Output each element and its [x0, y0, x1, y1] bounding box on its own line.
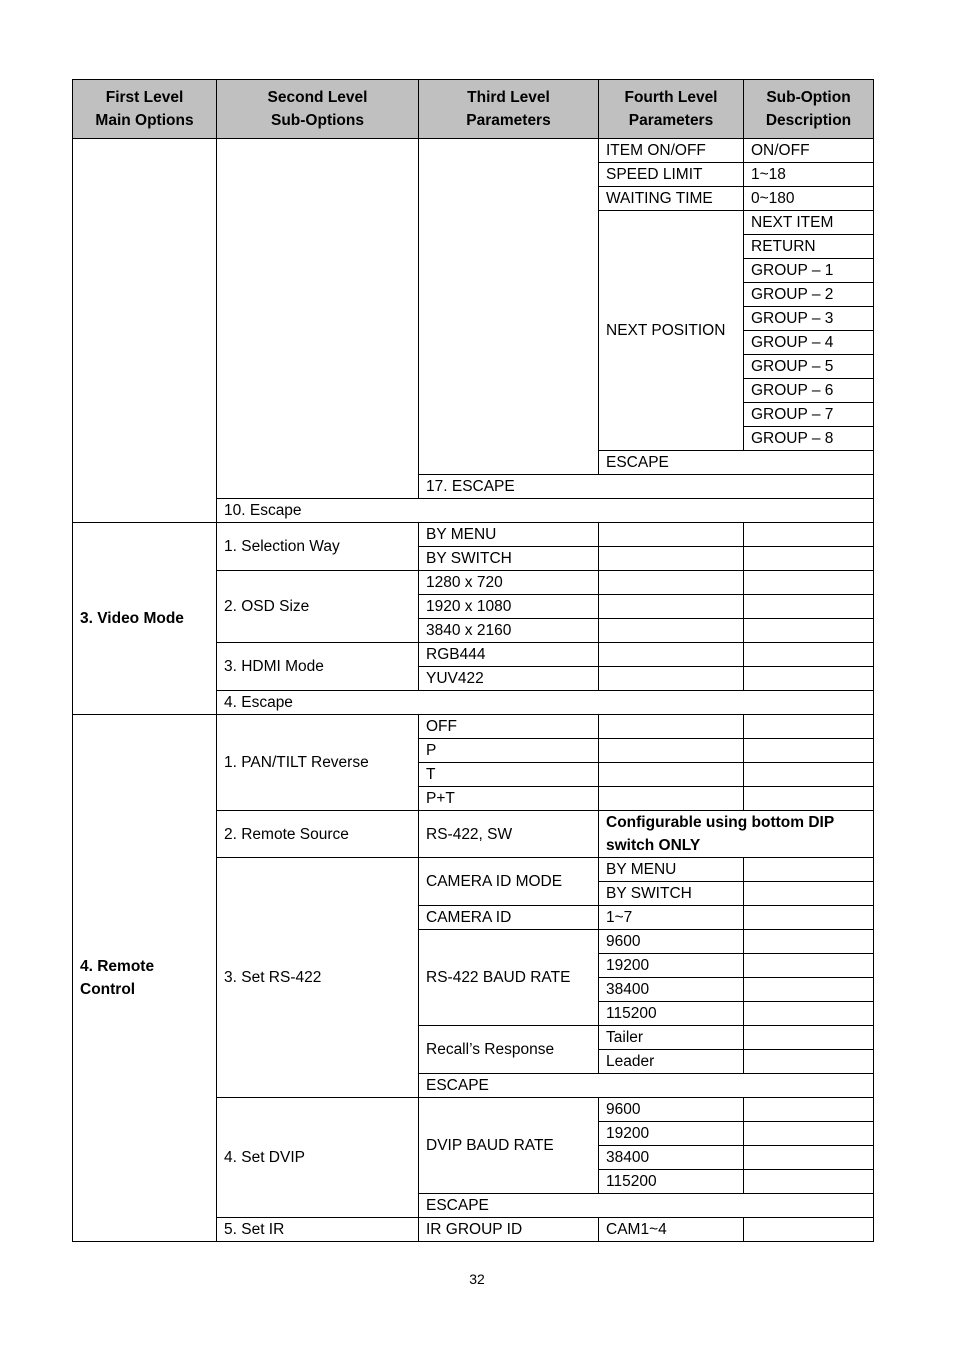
table-row [73, 139, 874, 163]
empty-cell [744, 1002, 874, 1026]
empty-cell [599, 643, 744, 667]
rs422-baud-option: 9600 [599, 930, 744, 954]
empty-cell [744, 571, 874, 595]
empty-cell [599, 739, 744, 763]
waiting-time-cell: WAITING TIME [599, 187, 744, 211]
next-position-option: GROUP – 3 [744, 307, 874, 331]
ir-group-id-cell: IR GROUP ID [419, 1218, 599, 1242]
set-ir-cell: 5. Set IR [217, 1218, 419, 1242]
pan-tilt-option: P [419, 739, 599, 763]
empty-cell [744, 1170, 874, 1194]
empty-cell [599, 571, 744, 595]
header-row [73, 80, 874, 139]
empty-cell [744, 978, 874, 1002]
empty-cell [744, 643, 874, 667]
header-first-level: First Level Main Options [73, 80, 217, 139]
header-second-level: Second Level Sub-Options [217, 80, 419, 139]
video-escape-cell: 4. Escape [217, 691, 874, 715]
empty-cell [599, 667, 744, 691]
camera-id-mode-option: BY MENU [599, 858, 744, 882]
empty-cell [744, 1122, 874, 1146]
hdmi-option: RGB444 [419, 643, 599, 667]
osd-option: 3840 x 2160 [419, 619, 599, 643]
recall-response-cell: Recall’s Response [419, 1026, 599, 1074]
osd-size-cell: 2. OSD Size [217, 571, 419, 643]
empty-cell [744, 739, 874, 763]
header-fourth-level: Fourth Level Parameters [599, 80, 744, 139]
remote-source-description: Configurable using bottom DIP switch ONLY [599, 811, 874, 858]
set-rs422-cell: 3. Set RS-422 [217, 858, 419, 1098]
empty-cell [744, 1050, 874, 1074]
recall-option: Tailer [599, 1026, 744, 1050]
empty-cell [599, 523, 744, 547]
empty-cell [599, 763, 744, 787]
empty-cell [744, 1098, 874, 1122]
menu-structure-table [72, 79, 874, 1242]
rs422-baud-option: 19200 [599, 954, 744, 978]
empty-cell [744, 1026, 874, 1050]
pan-tilt-option: P+T [419, 787, 599, 811]
rs422-baud-option: 38400 [599, 978, 744, 1002]
header-description: Sub-Option Description [744, 80, 874, 139]
empty-cell [744, 667, 874, 691]
empty-cell [599, 787, 744, 811]
table-row [73, 523, 874, 547]
selection-option: BY SWITCH [419, 547, 599, 571]
empty-cell [744, 715, 874, 739]
next-position-cell: NEXT POSITION [599, 211, 744, 451]
empty-cell [744, 547, 874, 571]
pan-tilt-reverse-cell: 1. PAN/TILT Reverse [217, 715, 419, 811]
dvip-baud-option: 38400 [599, 1146, 744, 1170]
remote-source-cell: 2. Remote Source [217, 811, 419, 858]
empty-cell [599, 715, 744, 739]
remote-control-cell: 4. Remote Control [73, 715, 217, 1242]
waiting-time-value: 0~180 [744, 187, 874, 211]
item-onoff-cell: ITEM ON/OFF [599, 139, 744, 163]
empty-cell [744, 523, 874, 547]
next-position-option: GROUP – 4 [744, 331, 874, 355]
dvip-baud-option: 9600 [599, 1098, 744, 1122]
next-position-option: GROUP – 5 [744, 355, 874, 379]
osd-option: 1280 x 720 [419, 571, 599, 595]
camera-id-mode-cell: CAMERA ID MODE [419, 858, 599, 906]
escape-cell: ESCAPE [599, 451, 874, 475]
speed-limit-value: 1~18 [744, 163, 874, 187]
recall-option: Leader [599, 1050, 744, 1074]
item-onoff-value: ON/OFF [744, 139, 874, 163]
dvip-baud-option: 115200 [599, 1170, 744, 1194]
speed-limit-cell: SPEED LIMIT [599, 163, 744, 187]
next-position-option: GROUP – 2 [744, 283, 874, 307]
empty-cell [599, 595, 744, 619]
empty-cell [744, 954, 874, 978]
next-position-option: RETURN [744, 235, 874, 259]
empty-cell [744, 763, 874, 787]
selection-option: BY MENU [419, 523, 599, 547]
empty-cell [744, 930, 874, 954]
rs422-baud-rate-cell: RS-422 BAUD RATE [419, 930, 599, 1026]
camera-id-value: 1~7 [599, 906, 744, 930]
camera-id-cell: CAMERA ID [419, 906, 599, 930]
set-dvip-cell: 4. Set DVIP [217, 1098, 419, 1218]
dvip-baud-option: 19200 [599, 1122, 744, 1146]
page-number: 32 [469, 1271, 485, 1287]
header-third-level: Third Level Parameters [419, 80, 599, 139]
empty-cell [599, 547, 744, 571]
next-position-option: GROUP – 1 [744, 259, 874, 283]
empty-cell [744, 882, 874, 906]
pan-tilt-option: T [419, 763, 599, 787]
camera-id-mode-option: BY SWITCH [599, 882, 744, 906]
next-position-option: GROUP – 8 [744, 427, 874, 451]
empty-cell [744, 906, 874, 930]
next-position-option: GROUP – 6 [744, 379, 874, 403]
rs422-escape-cell: ESCAPE [419, 1074, 874, 1098]
empty-cell [744, 595, 874, 619]
cont-third-level-cell [419, 139, 599, 475]
empty-cell [599, 619, 744, 643]
cont-first-level-cell [73, 139, 217, 523]
ir-group-id-value: CAM1~4 [599, 1218, 744, 1242]
pan-tilt-option: OFF [419, 715, 599, 739]
empty-cell [744, 787, 874, 811]
osd-option: 1920 x 1080 [419, 595, 599, 619]
video-mode-cell: 3. Video Mode [73, 523, 217, 715]
escape-17-cell: 17. ESCAPE [419, 475, 874, 499]
selection-way-cell: 1. Selection Way [217, 523, 419, 571]
empty-cell [744, 619, 874, 643]
empty-cell [744, 1146, 874, 1170]
next-position-option: NEXT ITEM [744, 211, 874, 235]
rs422-baud-option: 115200 [599, 1002, 744, 1026]
hdmi-mode-cell: 3. HDMI Mode [217, 643, 419, 691]
cont-second-level-cell [217, 139, 419, 499]
remote-source-value: RS-422, SW [419, 811, 599, 858]
empty-cell [744, 858, 874, 882]
next-position-option: GROUP – 7 [744, 403, 874, 427]
hdmi-option: YUV422 [419, 667, 599, 691]
escape-10-cell: 10. Escape [217, 499, 874, 523]
dvip-escape-cell: ESCAPE [419, 1194, 874, 1218]
empty-cell [744, 1218, 874, 1242]
table-row [73, 715, 874, 739]
dvip-baud-rate-cell: DVIP BAUD RATE [419, 1098, 599, 1194]
